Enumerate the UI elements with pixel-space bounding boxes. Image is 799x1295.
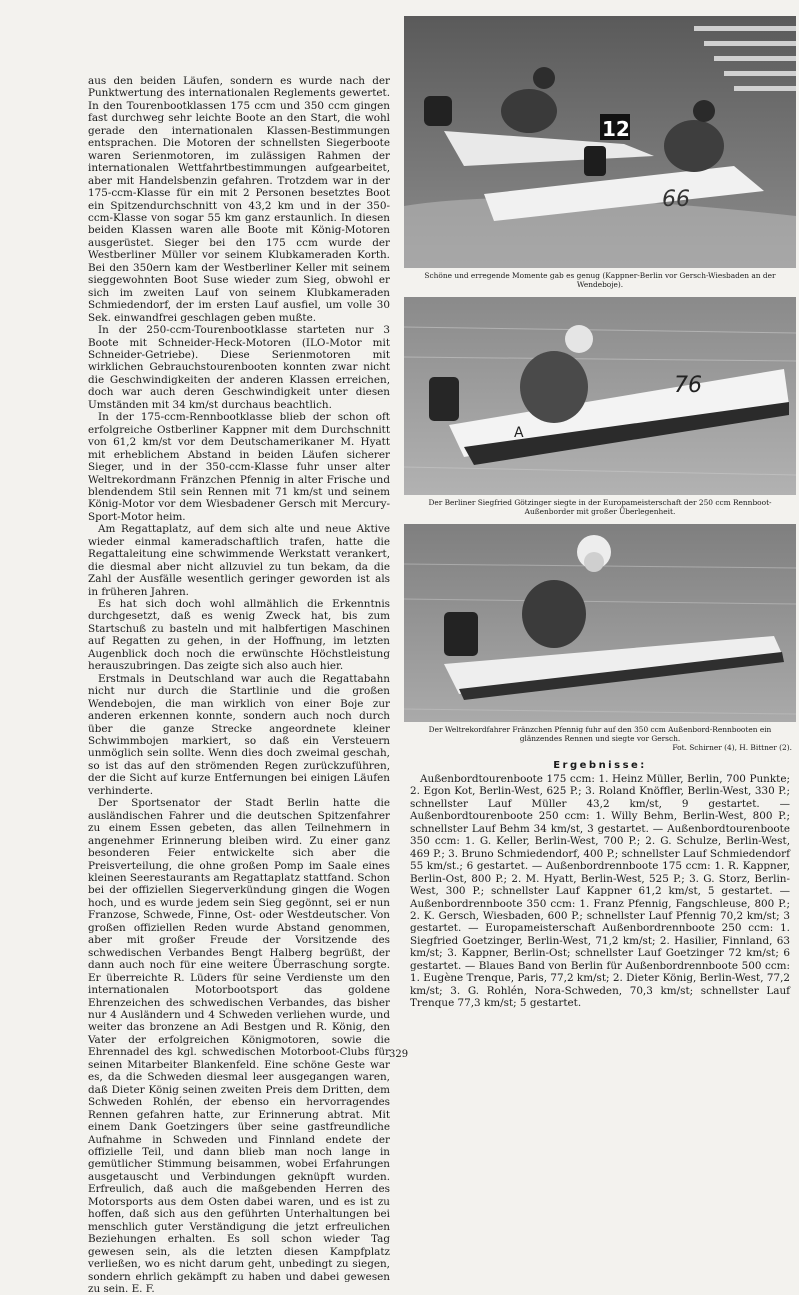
boat-number-66: 66 xyxy=(662,187,690,212)
photo-boats-at-buoy xyxy=(404,16,796,268)
article-column xyxy=(88,75,390,1295)
article-paragraph-7: Der Sportsenator der Stadt Berlin hatte die ausländischen Fahrer und die deutschen Spitzenfahrer zu einem Essen gebeten, das allen Teilnehmern in angenehmer Erinnerung bleiben wird. Zu einer ganz besonderen Feier entwickelte sich aber die Preisverteilung, die ohne großen Pomp im Saale eines kleinen Seerestaurants am Regattaplatz stattfand. Schon bei der offiziellen Siegerverkündung gingen die Wogen hoch, und es wurde jedem sein Sieg gegönnt, sei er nun Franzose, Schwede, Finne, Ost- oder Westdeutscher. Von großen offiziellen Reden wurde Abstand genommen, aber mit großer Freude der Vorsitzende des schwedischen Verbandes Bengt Halberg begrüßt, der dann auch noch für eine weitere Überraschung sorgte. Er überreichte R. Lüders für seine Verdienste um den internationalen Motorbootsport das goldene Ehrenzeichen des schwedischen Verbandes, das bisher nur 4 Ausländern und 4 Schweden verliehen wurde, und weiter das bronzene an Adi Bestgen und R. König, den Vater der erfolgreichen Königmotoren, sowie die Ehrennadel des kgl. schwedischen Motorboot-Clubs für seinen Mitarbeiter Blankenfeld. Eine schöne Geste war es, da die Schweden diesmal leer ausgegangen waren, daß Dieter König seinen zweiten Preis dem Dritten, dem Schweden Rohlén, der ebenso ein hervorragendes Rennen gefahren hatte, zur Erinnerung abtrat. Mit einem Dank Goetzingers über seine gastfreundliche Aufnahme in Schweden und Finnland endete der offizielle Teil, und dann blieb man noch lange in gemütlicher Stimmung beisammen, wobei Erfahrungen ausgetauscht und Verbindungen geknüpft wurden. Erfreulich, daß auch die maßgebenden Herren des Motorsports aus dem Osten dabei waren, und es ist zu hoffen, daß sich aus den geführten Unterhaltungen bei menschlich guter Verständigung die jetzt erfreulichen Beziehungen erhalten. Es soll schon wieder Tag gewesen sein, als die letzten diesen Kampfplatz verließen, wo es nicht darum geht, unbedingt zu siegen, sondern ehrlich gekämpft zu haben und dabei gewesen zu sein. E. F. xyxy=(88,797,390,1295)
page-number: 329 xyxy=(389,1049,409,1060)
photo-pfennig-boat xyxy=(404,524,796,722)
article-paragraph-5: Es hat sich doch wohl allmählich die Erkenntnis durchgesetzt, daß es wenig Zweck hat, bis zum Startschuß zu basteln und mit halbfertigen Maschinen auf Regatten zu gehen, in der Hoffnung, im letzten Augenblick doch noch die erwünschte Höchstleistung herauszubringen. Das zeigte sich also auch hier. xyxy=(88,598,390,673)
photo-credit: Fot. Schirner (4), H. Bittner (2). xyxy=(672,743,792,752)
article-paragraph-1: aus den beiden Läufen, sondern es wurde nach der Punktwertung des internationalen Reglements gewertet. In den Tourenbootklassen 175 ccm und 350 ccm gingen fast durchweg sehr leichte Boote an den Start, die wohl gerade den internationalen Klassen-Bestimmungen entsprachen. Die Motoren der schnellsten Siegerboote waren Serienmotoren, im zulässigen Rahmen der internationalen Wettfahrtbestimmungen aufgearbeitet, aber mit Handelsbenzin gefahren. Trotzdem war in der 175-ccm-Klasse für ein mit 2 Personen besetztes Boot ein Spitzendurchschnitt von 43,2 km und in der 350-ccm-Klasse von sogar 55 km ganz erstaunlich. In diesen beiden Klassen waren alle Boote mit König-Motoren ausgerüstet. Sieger bei den 175 ccm wurde der Westberliner Müller vor seinem Klubkameraden Korth. Bei den 350ern kam der Westberliner Keller mit seinem sieggewohnten Boot Suse wieder zum Sieg, obwohl er sich im zweiten Lauf von seinem Klubkameraden Schmiedendorf, der im ersten Lauf ausfiel, um volle 30 Sek. einwandfrei geschlagen geben mußte. xyxy=(88,75,390,324)
photo-3-caption xyxy=(408,725,792,752)
photo-1-caption: Schöne und erregende Momente gab es genug (Kappner-Berlin vor Gersch-Wiesbaden an der Wendeboje). xyxy=(424,271,776,289)
article-paragraph-6: Erstmals in Deutschland war auch die Regattabahn nicht nur durch die Startlinie und die großen Wendebojen, die man wirklich von einer Boje zur anderen erkennen konnte, sondern auch noch durch über die ganze Strecke angeordnete kleiner Schwimmbojen markiert, so daß ein Versteuern unmöglich sein sollte. Wenn dies doch zweimal geschah, so ist das auf den strömenden Regen zurückzuführen, der die Sicht auf kurze Entfernungen bei einigen Läufen verhinderte. xyxy=(88,672,390,797)
article-paragraph-3: In der 175-ccm-Rennbootklasse blieb der schon oft erfolgreiche Ostberliner Kappner mit dem Durchschnitt von 61,2 km/st vor dem Deutschamerikaner M. Hyatt mit erheblichem Abstand in beiden Läufen sicherer Sieger, und in der 350-ccm-Klasse fuhr unser alter Weltrekordmann Fränzchen Pfennig in alter Frische und blendendem Stil sein Rennen mit 71 km/st und seinem König-Motor vor dem Wiesbadener Gersch mit Mercury-Sport-Motor heim. xyxy=(88,411,390,523)
boat-number-76: 76 xyxy=(674,373,702,398)
photo-column xyxy=(404,16,796,1010)
photo-goetzinger-boat xyxy=(404,297,796,495)
boat-number-12: 12 xyxy=(602,117,630,141)
results-text: Außenbordtourenboote 175 ccm: 1. Heinz Müller, Berlin, 700 Punkte; 2. Egon Kot, Berlin-West, 625 P.; 3. Roland Knöffler, Berlin-West, 330 P.; schnellster Lauf Müller 43,2 km/st, 9 gestartet. — Außenbordtourenboote 250 ccm: 1. Willy Behm, Berlin-West, 800 P.; schnellster Lauf Behm 34 km/st, 3 gestartet. — Außenbordtourenboote 350 ccm: 1. G. Keller, Berlin-West, 700 P.; 2. G. Schulze, Berlin-West, 469 P.; 3. Bruno Schmiedendorf, 400 P.; schnellster Lauf Schmiedendorf 55 km/st.; 6 gestartet. — Außenbordrennboote 175 ccm: 1. R. Kappner, Berlin-Ost, 800 P.; 2. M. Hyatt, Berlin-West, 525 P.; 3. G. Storz, Berlin-West, 300 P.; schnellster Lauf Kappner 61,2 km/st, 5 gestartet. — Außenbordrennboote 350 ccm: 1. Franz Pfennig, Fangschleuse, 800 P.; 2. K. Gersch, Wiesbaden, 600 P.; schnellster Lauf Pfennig 70,2 km/st; 3 gestartet. — Europameisterschaft Außenbordrennboote 250 ccm: 1. Siegfried Goetzinger, Berlin-West, 71,2 km/st; 2. Hasilier, Finnland, 63 km/st; 3. Kappner, Berlin-Ost; schnellster Lauf Goetzinger 72 km/st; 6 gestartet. — Blaues Band von Berlin für Außenbordrennboote 500 ccm: 1. Eugène Trenque, Paris, 77,2 km/st; 2. Dieter König, Berlin-West, 77,2 km/st; 3. G. Rohlén, Nora-Schweden, 70,3 km/st; schnellster Lauf Trenque 77,3 km/st; 5 gestartet. xyxy=(410,773,790,1010)
photo-1-image xyxy=(404,16,796,268)
boat-class-letter: A xyxy=(514,425,524,441)
photo-3-caption-text: Der Weltrekordfahrer Fränzchen Pfennig fuhr auf den 350 ccm Außenbord-Rennbooten ein glänzendes Rennen und siegte vor Gersch. xyxy=(428,725,772,743)
results-heading: Ergebnisse: xyxy=(553,760,647,771)
article-paragraph-2: In der 250-ccm-Tourenbootklasse starteten nur 3 Boote mit Schneider-Heck-Motoren (ILO-Motor mit Schneider-Getriebe). Diese Serienmotoren mit wirklichen Gebrauchstourenbooten konnten zwar nicht die Geschwindigkeiten der anderen Klassen erreichen, doch war auch deren Geschwindigkeit unter diesen Umständen mit 34 km/st durchaus beachtlich. xyxy=(88,324,390,411)
photo-3-image xyxy=(404,524,796,722)
article-paragraph-4: Am Regattaplatz, auf dem sich alte und neue Aktive wieder einmal kameradschaftlich trafen, hatte die Regattaleitung eine schwimmende Werkstatt verankert, die diesmal aber nicht allzuviel zu tun bekam, da die Zahl der Ausfälle wesentlich geringer geworden ist als in früheren Jahren. xyxy=(88,523,390,598)
photo-2-caption: Der Berliner Siegfried Götzinger siegte in der Europameisterschaft der 250 ccm Rennboot-Außenborder mit großer Überlegenheit. xyxy=(428,498,772,516)
photo-2-image xyxy=(404,297,796,495)
